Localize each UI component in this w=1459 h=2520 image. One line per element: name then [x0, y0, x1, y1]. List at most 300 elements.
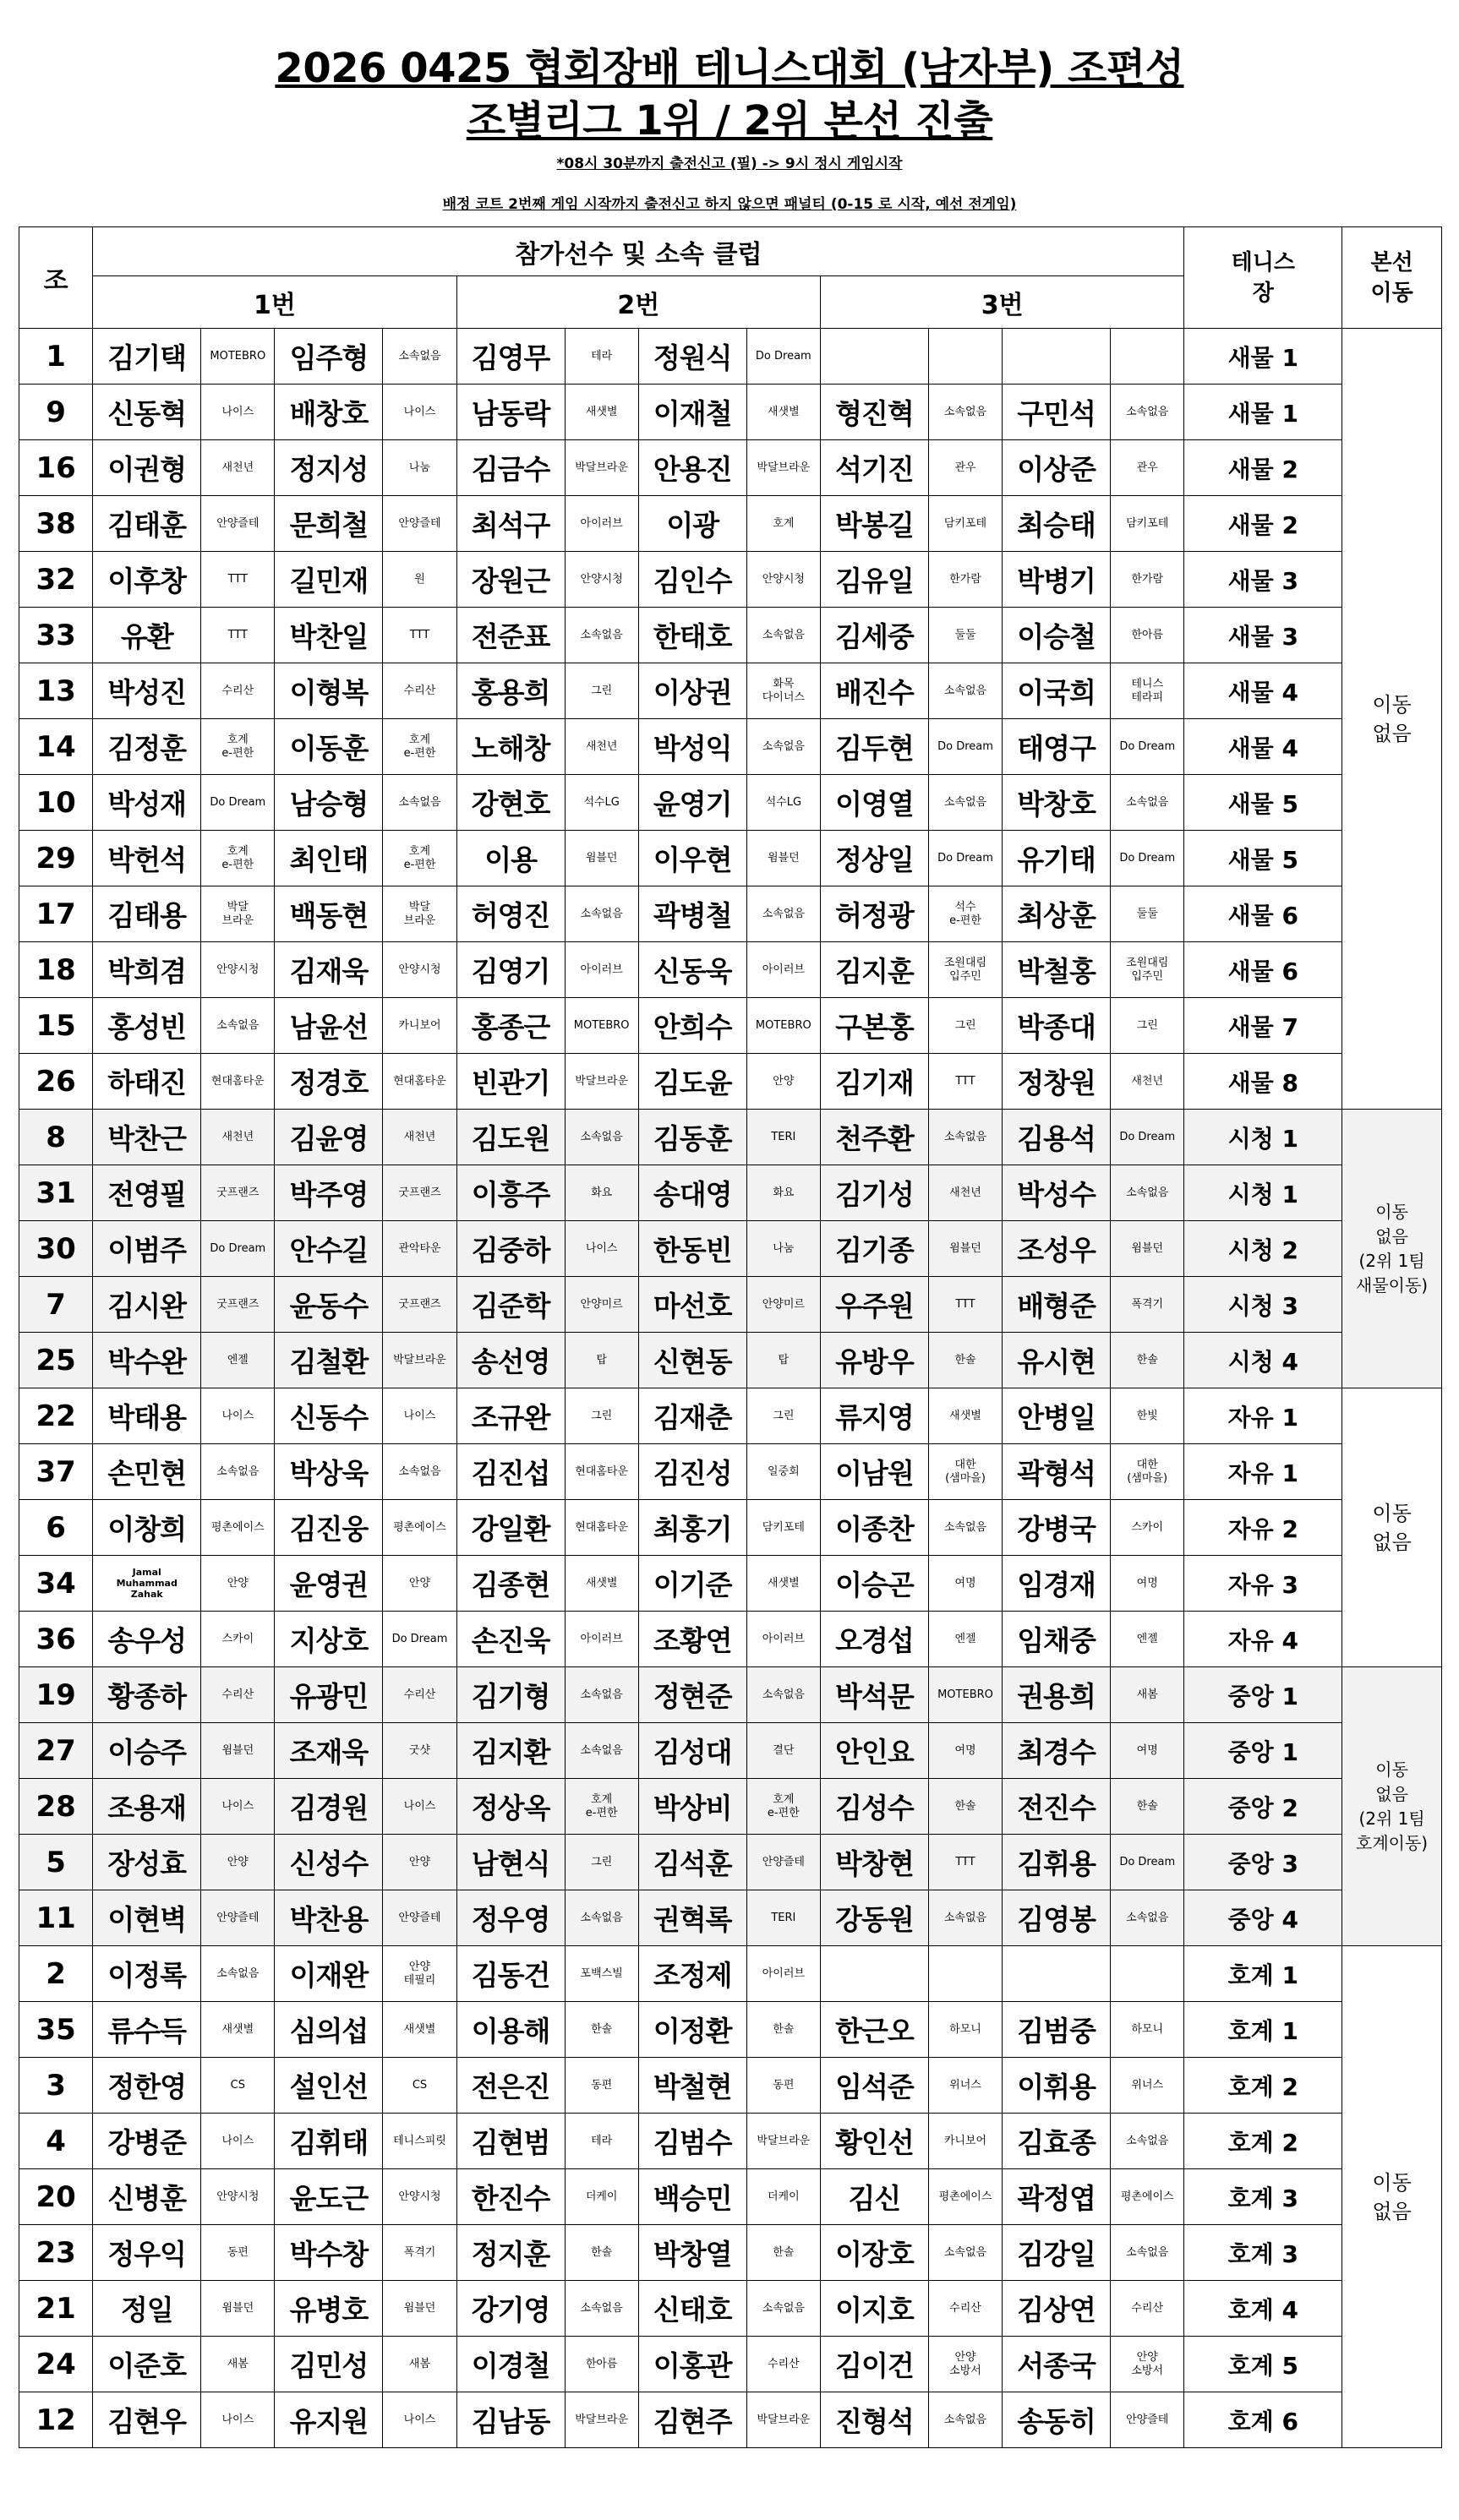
player-club: 석수LG: [565, 775, 638, 831]
player-club: 둘둘: [928, 608, 1002, 663]
player-club: 스카이: [201, 1612, 275, 1667]
group-number: 7: [19, 1277, 93, 1333]
player-club: 안양미르: [565, 1277, 638, 1333]
player-name: 박찬일: [275, 608, 383, 663]
player-club: 소속없음: [928, 2225, 1002, 2281]
player-club: 박달브라운: [746, 2114, 820, 2169]
player-club: 둘둘: [1111, 886, 1184, 942]
player-name: 김두현: [820, 719, 928, 775]
player-name: 박창열: [638, 2225, 746, 2281]
player-club: 나이스: [201, 2114, 275, 2169]
player-name: 배형준: [1003, 1277, 1111, 1333]
player-club: 호계 e-편한: [383, 719, 456, 775]
player-club: 박달브라운: [565, 2392, 638, 2448]
player-name: 이상준: [1003, 440, 1111, 496]
table-row: [19, 2225, 1442, 2281]
player-club: Do Dream: [383, 1612, 456, 1667]
player-name: 안병일: [1003, 1388, 1111, 1444]
player-club: 새천년: [383, 1110, 456, 1165]
group-number: 35: [19, 2002, 93, 2058]
player-club: 호계 e-편한: [565, 1779, 638, 1835]
player-club: 그린: [565, 663, 638, 719]
player-name: 신태호: [638, 2281, 746, 2337]
player-club: 수리산: [746, 2337, 820, 2392]
player-name: 송대영: [638, 1165, 746, 1221]
court-name: 호계 4: [1184, 2281, 1342, 2337]
player-club: 석수LG: [746, 775, 820, 831]
player-name: 권용희: [1003, 1667, 1111, 1723]
player-name: 신동욱: [638, 942, 746, 998]
player-club: Do Dream: [201, 1221, 275, 1277]
group-number: 4: [19, 2114, 93, 2169]
player-name: 박종대: [1003, 998, 1111, 1054]
player-name: [820, 1946, 928, 2002]
player-name: 이범주: [93, 1221, 201, 1277]
player-club: 소속없음: [565, 1667, 638, 1723]
player-club: 테니스피릿: [383, 2114, 456, 2169]
player-name: 손진욱: [456, 1612, 565, 1667]
player-name: 김세중: [820, 608, 928, 663]
player-name: 박찬근: [93, 1110, 201, 1165]
player-name: 윤영기: [638, 775, 746, 831]
table-row: [19, 1054, 1442, 1110]
player-name: 박봉길: [820, 496, 928, 552]
player-club: 소속없음: [746, 886, 820, 942]
player-name: 유광민: [275, 1667, 383, 1723]
group-number: 26: [19, 1054, 93, 1110]
court-name: 호계 1: [1184, 1946, 1342, 2002]
advance-move-note: 이동 없음: [1342, 329, 1442, 1110]
player-club: 여명: [1111, 1556, 1184, 1612]
player-club: 현대홈타운: [201, 1054, 275, 1110]
player-club: 나눔: [746, 1221, 820, 1277]
group-number: 16: [19, 440, 93, 496]
player-club: 안양시청: [383, 2169, 456, 2225]
player-name: 이권형: [93, 440, 201, 496]
player-name: 남윤선: [275, 998, 383, 1054]
court-name: 자유 2: [1184, 1500, 1342, 1556]
player-club: 한아름: [1111, 608, 1184, 663]
player-name: 지상호: [275, 1612, 383, 1667]
player-name: 조규완: [456, 1388, 565, 1444]
player-name: 이동훈: [275, 719, 383, 775]
player-name: 김동훈: [638, 1110, 746, 1165]
group-number: 32: [19, 552, 93, 608]
group-number: 9: [19, 385, 93, 440]
player-club: 소속없음: [1111, 2114, 1184, 2169]
player-club: 새샛별: [565, 385, 638, 440]
table-row: [19, 1667, 1442, 1723]
player-club: 결단: [746, 1723, 820, 1779]
player-club: 폭격기: [383, 2225, 456, 2281]
table-row: [19, 1779, 1442, 1835]
player-name: 이창희: [93, 1500, 201, 1556]
player-name: 이용해: [456, 2002, 565, 2058]
player-name: 최인태: [275, 831, 383, 886]
header-group: 조: [19, 227, 93, 329]
court-name: 호계 6: [1184, 2392, 1342, 2448]
player-club: 한솔: [928, 1779, 1002, 1835]
player-club: 새봄: [1111, 1667, 1184, 1723]
player-name: 김민성: [275, 2337, 383, 2392]
table-row: [19, 831, 1442, 886]
player-club: 호계 e-편한: [746, 1779, 820, 1835]
table-row: [19, 1277, 1442, 1333]
court-name: 새물 4: [1184, 663, 1342, 719]
player-club: 소속없음: [928, 775, 1002, 831]
player-club: Do Dream: [928, 719, 1002, 775]
player-name: 이상권: [638, 663, 746, 719]
player-name: 윤동수: [275, 1277, 383, 1333]
player-name: 김휘태: [275, 2114, 383, 2169]
player-name: 이지호: [820, 2281, 928, 2337]
player-name: 김태용: [93, 886, 201, 942]
player-club: 나이스: [201, 385, 275, 440]
player-club: 아이러브: [565, 1612, 638, 1667]
player-name: 빈관기: [456, 1054, 565, 1110]
player-name: 이재완: [275, 1946, 383, 2002]
player-club: 엔젤: [201, 1333, 275, 1388]
player-club: 폭격기: [1111, 1277, 1184, 1333]
player-club: 카니보어: [383, 998, 456, 1054]
table-row: [19, 1444, 1442, 1500]
player-name: 김동건: [456, 1946, 565, 2002]
player-name: 최승태: [1003, 496, 1111, 552]
player-name: 한근오: [820, 2002, 928, 2058]
court-name: 호계 2: [1184, 2058, 1342, 2114]
player-club: 한가람: [928, 552, 1002, 608]
header-advance: 본선 이동: [1342, 227, 1442, 329]
player-name: 신병훈: [93, 2169, 201, 2225]
player-name: 박성진: [93, 663, 201, 719]
player-name: 박병기: [1003, 552, 1111, 608]
player-name: 류수득: [93, 2002, 201, 2058]
player-club: 소속없음: [1111, 2225, 1184, 2281]
court-name: 새물 3: [1184, 608, 1342, 663]
player-name: 홍용희: [456, 663, 565, 719]
table-row: [19, 1723, 1442, 1779]
player-name: 박철현: [638, 2058, 746, 2114]
player-name: 이남원: [820, 1444, 928, 1500]
group-table: [19, 226, 1442, 2448]
player-club: 소속없음: [201, 1946, 275, 2002]
group-number: 12: [19, 2392, 93, 2448]
player-name: 최상훈: [1003, 886, 1111, 942]
player-club: 한솔: [565, 2225, 638, 2281]
player-club: 윔블던: [201, 1723, 275, 1779]
court-name: 새물 5: [1184, 831, 1342, 886]
note-check-in: *08시 30분까지 출전신고 (필) -> 9시 정시 게임시작: [556, 155, 903, 172]
player-club: 더케이: [565, 2169, 638, 2225]
player-name: 석기진: [820, 440, 928, 496]
player-name: 김정훈: [93, 719, 201, 775]
table-row: [19, 2114, 1442, 2169]
player-club: 더케이: [746, 2169, 820, 2225]
player-name: 남승형: [275, 775, 383, 831]
table-row: [19, 440, 1442, 496]
player-name: 곽병철: [638, 886, 746, 942]
player-club: 소속없음: [928, 1110, 1002, 1165]
player-name: 강기영: [456, 2281, 565, 2337]
player-name: 김남동: [456, 2392, 565, 2448]
table-row: [19, 886, 1442, 942]
player-club: 화목 다이너스: [746, 663, 820, 719]
player-name: 정일: [93, 2281, 201, 2337]
player-name: 박석문: [820, 1667, 928, 1723]
player-name: 허정광: [820, 886, 928, 942]
player-name: 김성수: [820, 1779, 928, 1835]
player-club: 윔블던: [1111, 1221, 1184, 1277]
player-club: 새봄: [383, 2337, 456, 2392]
player-name: 최석구: [456, 496, 565, 552]
title-line-2: 조별리그 1위 / 2위 본선 진출: [466, 97, 993, 145]
player-name: 유기태: [1003, 831, 1111, 886]
court-name: 호계 3: [1184, 2169, 1342, 2225]
table-row: [19, 1221, 1442, 1277]
group-number: 28: [19, 1779, 93, 1835]
player-name: 이승주: [93, 1723, 201, 1779]
player-club: Do Dream: [1111, 719, 1184, 775]
player-name: 이우현: [638, 831, 746, 886]
player-name: 박찬용: [275, 1890, 383, 1946]
player-name: 임주형: [275, 329, 383, 385]
court-name: 새물 4: [1184, 719, 1342, 775]
player-club: 아이러브: [746, 1612, 820, 1667]
player-club: 담키포테: [746, 1500, 820, 1556]
player-name: [1003, 329, 1111, 385]
player-club: 현대홈타운: [383, 1054, 456, 1110]
player-name: 곽정엽: [1003, 2169, 1111, 2225]
group-number: 1: [19, 329, 93, 385]
table-row: [19, 1388, 1442, 1444]
player-name: 김도원: [456, 1110, 565, 1165]
player-name: 설인선: [275, 2058, 383, 2114]
player-club: 소속없음: [201, 998, 275, 1054]
table-row: [19, 552, 1442, 608]
player-club: 동편: [746, 2058, 820, 2114]
player-club: 안양시청: [201, 942, 275, 998]
player-club: 대한 (샘마을): [1111, 1444, 1184, 1500]
player-name: 박창현: [820, 1835, 928, 1890]
player-name: 안수길: [275, 1221, 383, 1277]
player-name: 박성익: [638, 719, 746, 775]
table-row: [19, 2392, 1442, 2448]
player-club: 소속없음: [746, 719, 820, 775]
player-name: 박상비: [638, 1779, 746, 1835]
player-name: 배창호: [275, 385, 383, 440]
group-number: 27: [19, 1723, 93, 1779]
player-club: TTT: [201, 608, 275, 663]
court-name: 새물 1: [1184, 329, 1342, 385]
header-slot-1: 1번: [93, 276, 456, 329]
group-number: 23: [19, 2225, 93, 2281]
player-name: 최홍기: [638, 1500, 746, 1556]
player-club: 굿프랜즈: [201, 1277, 275, 1333]
player-club: MOTEBRO: [928, 1667, 1002, 1723]
player-name: 강동원: [820, 1890, 928, 1946]
player-club: 평촌에이스: [201, 1500, 275, 1556]
player-club: 스카이: [1111, 1500, 1184, 1556]
player-name: 김재춘: [638, 1388, 746, 1444]
player-name: [820, 329, 928, 385]
player-name: 류지영: [820, 1388, 928, 1444]
player-club: 소속없음: [1111, 1165, 1184, 1221]
player-name: 배진수: [820, 663, 928, 719]
player-club: 여명: [1111, 1723, 1184, 1779]
group-number: 36: [19, 1612, 93, 1667]
group-number: 2: [19, 1946, 93, 2002]
player-club: 새샛별: [201, 2002, 275, 2058]
player-name: 김준학: [456, 1277, 565, 1333]
court-name: 새물 6: [1184, 886, 1342, 942]
player-name: 김종현: [456, 1556, 565, 1612]
player-club: Do Dream: [1111, 1835, 1184, 1890]
player-club: 윔블던: [565, 831, 638, 886]
table-row: [19, 2058, 1442, 2114]
player-name: 김현우: [93, 2392, 201, 2448]
player-name: 신동혁: [93, 385, 201, 440]
player-name: 김재욱: [275, 942, 383, 998]
player-club: 소속없음: [928, 1500, 1002, 1556]
player-club: 테니스 테라피: [1111, 663, 1184, 719]
court-name: 자유 1: [1184, 1388, 1342, 1444]
group-number: 33: [19, 608, 93, 663]
player-club: 굿프랜즈: [383, 1277, 456, 1333]
player-name: 송동히: [1003, 2392, 1111, 2448]
player-name: 정지성: [275, 440, 383, 496]
player-name: 전준표: [456, 608, 565, 663]
player-name: 조용재: [93, 1779, 201, 1835]
player-club: 그린: [565, 1835, 638, 1890]
player-club: 평촌에이스: [1111, 2169, 1184, 2225]
player-name: 남현식: [456, 1835, 565, 1890]
player-club: 안양즐테: [746, 1835, 820, 1890]
player-name: 김기재: [820, 1054, 928, 1110]
player-name: 김태훈: [93, 496, 201, 552]
table-row: [19, 385, 1442, 440]
player-club: 소속없음: [1111, 1890, 1184, 1946]
player-club: 박달브라운: [746, 440, 820, 496]
player-name: 우주원: [820, 1277, 928, 1333]
player-club: 나눔: [383, 440, 456, 496]
player-name: 유시현: [1003, 1333, 1111, 1388]
player-name: 서종국: [1003, 2337, 1111, 2392]
player-club: 새천년: [928, 1165, 1002, 1221]
player-club: 안양: [201, 1835, 275, 1890]
player-club: 나이스: [201, 1388, 275, 1444]
player-name: 이정환: [638, 2002, 746, 2058]
player-club: 새샛별: [746, 1556, 820, 1612]
player-name: 이휘용: [1003, 2058, 1111, 2114]
player-club: 한솔: [746, 2225, 820, 2281]
advance-move-note: 이동 없음: [1342, 1388, 1442, 1667]
player-name: 박성수: [1003, 1165, 1111, 1221]
player-name: 김기성: [820, 1165, 928, 1221]
player-name: 김영무: [456, 329, 565, 385]
player-club: 소속없음: [928, 2392, 1002, 2448]
player-name: 유방우: [820, 1333, 928, 1388]
player-name: 유환: [93, 608, 201, 663]
table-row: [19, 1612, 1442, 1667]
court-name: 새물 7: [1184, 998, 1342, 1054]
player-name: 한태호: [638, 608, 746, 663]
court-name: 새물 6: [1184, 942, 1342, 998]
player-club: MOTEBRO: [201, 329, 275, 385]
player-club: Do Dream: [928, 831, 1002, 886]
player-club: Do Dream: [1111, 1110, 1184, 1165]
player-name: 김용석: [1003, 1110, 1111, 1165]
player-name: 강일환: [456, 1500, 565, 1556]
title-line-1: 2026 0425 협회장배 테니스대회 (남자부) 조편성: [275, 45, 1184, 92]
player-name: 한동빈: [638, 1221, 746, 1277]
player-name: 윤영권: [275, 1556, 383, 1612]
player-club: 소속없음: [565, 1110, 638, 1165]
player-club: 박달브라운: [383, 1333, 456, 1388]
player-name: 김시완: [93, 1277, 201, 1333]
player-club: 하모니: [928, 2002, 1002, 2058]
player-club: 박달브라운: [746, 2392, 820, 2448]
player-club: 동편: [565, 2058, 638, 2114]
player-name: 정우익: [93, 2225, 201, 2281]
player-name: 이승곤: [820, 1556, 928, 1612]
player-name: 천주환: [820, 1110, 928, 1165]
player-name: 박철홍: [1003, 942, 1111, 998]
player-club: 안양: [383, 1556, 456, 1612]
player-club: [1111, 329, 1184, 385]
player-club: 나이스: [383, 1779, 456, 1835]
player-club: 소속없음: [201, 1444, 275, 1500]
player-club: 포백스빌: [565, 1946, 638, 2002]
court-name: 시청 1: [1184, 1165, 1342, 1221]
player-club: 소속없음: [565, 1890, 638, 1946]
player-club: 나이스: [383, 1388, 456, 1444]
player-club: 호계 e-편한: [201, 719, 275, 775]
player-name: 임채중: [1003, 1612, 1111, 1667]
player-club: 한솔: [1111, 1779, 1184, 1835]
player-club: 안양: [201, 1556, 275, 1612]
player-club: 조원대림 입주민: [928, 942, 1002, 998]
advance-move-note: 이동 없음 (2위 1팀 호계이동): [1342, 1667, 1442, 1946]
table-row: [19, 998, 1442, 1054]
player-name: 형진혁: [820, 385, 928, 440]
player-club: 새샛별: [928, 1388, 1002, 1444]
player-club: 굿샷: [383, 1723, 456, 1779]
player-club: TTT: [201, 552, 275, 608]
group-number: 3: [19, 2058, 93, 2114]
player-name: 홍종근: [456, 998, 565, 1054]
player-name: 전영필: [93, 1165, 201, 1221]
player-name: 장성효: [93, 1835, 201, 1890]
player-club: 새샛별: [383, 2002, 456, 2058]
player-name: 문희철: [275, 496, 383, 552]
player-name: 박주영: [275, 1165, 383, 1221]
group-number: 31: [19, 1165, 93, 1221]
group-number: 13: [19, 663, 93, 719]
table-row: [19, 329, 1442, 385]
player-club: 관악타운: [383, 1221, 456, 1277]
player-name: 김상연: [1003, 2281, 1111, 2337]
group-number: 5: [19, 1835, 93, 1890]
group-number: 34: [19, 1556, 93, 1612]
player-club: 수리산: [383, 1667, 456, 1723]
player-name: 남동락: [456, 385, 565, 440]
player-club: 아이러브: [565, 496, 638, 552]
table-row: [19, 496, 1442, 552]
player-name: 김기종: [820, 1221, 928, 1277]
player-club: 하모니: [1111, 2002, 1184, 2058]
player-name: 김기형: [456, 1667, 565, 1723]
player-club: 박달브라운: [565, 1054, 638, 1110]
